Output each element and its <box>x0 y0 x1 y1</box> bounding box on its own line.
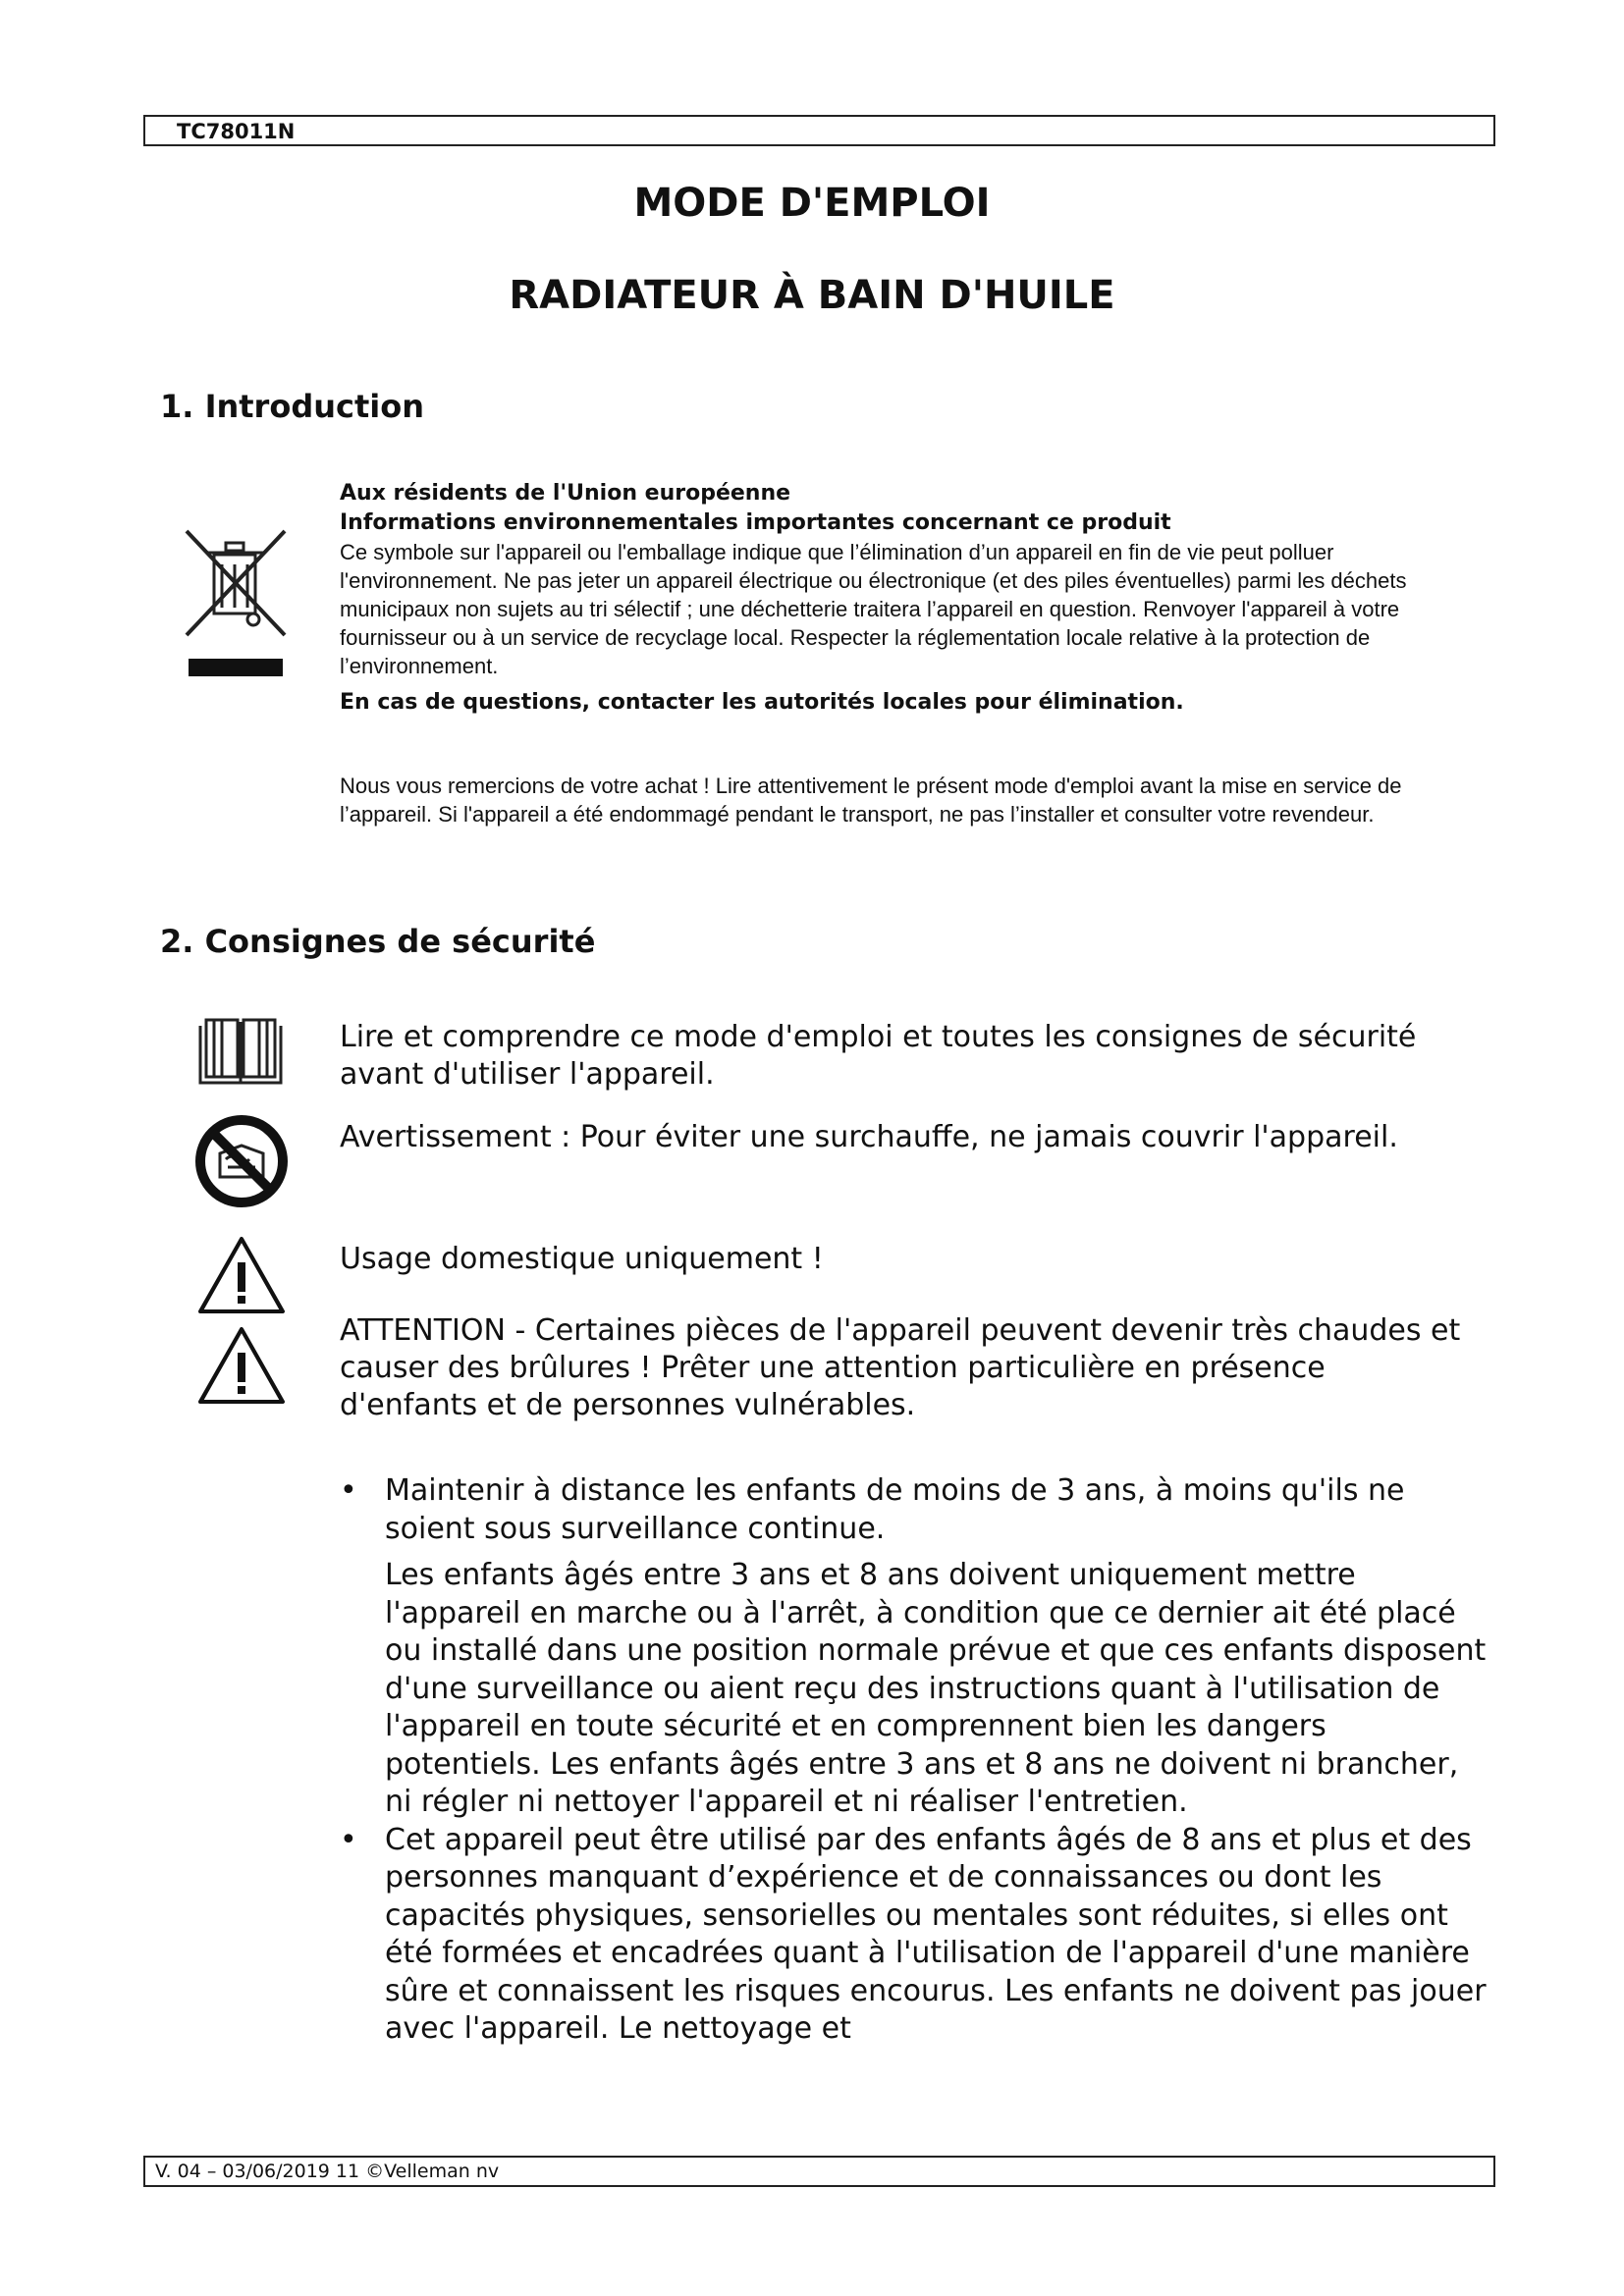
model-number: TC78011N <box>177 120 296 143</box>
safety-read-manual: Lire et comprendre ce mode d'emploi et toutes les consignes de sécurité avant d'utiliser l'appareil. <box>340 1020 1417 1092</box>
weee-body: Ce symbole sur l'appareil ou l'emballage indique que l’élimination d’un appareil en fin de vie peut polluer l'environnement. Ne pas jeter un appareil électrique ou électronique (et des piles éventuelles) parmi les déchets municipaux non sujets au tri sélectif ; une déchetterie traitera l’appareil en question. Renvoyer l'appareil à votre fournisseur ou à un service de recyclage local. Respecter la réglementation locale relative à la protection de l’environnement. <box>340 540 1407 678</box>
manual-icon <box>196 1012 285 1091</box>
intro-paragraph: Nous vous remercions de votre achat ! Lire attentivement le présent mode d'emploi avant la mise en service de l’appareil. Si l'appareil a été endommagé pendant le transport, ne pas l’installer et consulter votre revendeur. <box>340 774 1402 827</box>
safety-bullet-list <box>340 1472 1489 2049</box>
bullet-marker: • <box>340 1473 357 1508</box>
footer-box <box>143 2156 1495 2187</box>
list-item <box>340 1472 1489 1822</box>
do-not-cover-icon <box>194 1114 289 1208</box>
bullet-marker: • <box>340 1822 357 1857</box>
document-subtitle: RADIATEUR À BAIN D'HUILE <box>509 273 1115 318</box>
weee-contact: En cas de questions, contacter les autorités locales pour élimination. <box>340 690 1184 715</box>
warning-icon <box>196 1325 287 1406</box>
footer-text: V. 04 – 03/06/2019 11 ©Velleman nv <box>155 2161 500 2182</box>
list-item <box>340 1822 1489 2049</box>
weee-title-eu: Aux résidents de l'Union européenne <box>340 481 791 506</box>
section-heading-safety: 2. Consignes de sécurité <box>160 923 596 960</box>
bullet-text: Maintenir à distance les enfants de moins de 3 ans, à moins qu'ils ne soient sous surveillance continue. <box>385 1473 1405 1546</box>
warning-icon <box>196 1235 287 1315</box>
section-heading-introduction: 1. Introduction <box>160 388 424 425</box>
safety-do-not-cover: Avertissement : Pour éviter une surchauffe, ne jamais couvrir l'appareil. <box>340 1120 1398 1154</box>
safety-hot-parts: ATTENTION - Certaines pièces de l'appareil peuvent devenir très chaudes et causer des brûlures ! Prêter une attention particulière en présence d'enfants et de personnes vulnérables. <box>340 1313 1461 1422</box>
document-title: MODE D'EMPLOI <box>633 181 991 226</box>
safety-domestic-use: Usage domestique uniquement ! <box>340 1242 824 1276</box>
bullet-text: Cet appareil peut être utilisé par des enfants âgés de 8 ans et plus et des personnes manquant d’expérience et de connaissances ou dont les capacités physiques, sensorielles ou mentales sont réduites, si elles ont été formées et encadrées quant à l'utilisation de l'appareil d'une manière sûre et connaissent les risques encourus. Les enfants ne doivent pas jouer avec l'appareil. Le nettoyage et <box>385 1822 1487 2046</box>
bullet-subtext: Les enfants âgés entre 3 ans et 8 ans doivent uniquement mettre l'appareil en marche ou à l'arrêt, à condition que ce dernier ait été placé ou installé dans une position normale prévue et que ces enfants disposent d'une surveillance ou aient reçu des instructions quant à l'utilisation de l'appareil en toute sécurité et en comprennent bien les dangers potentiels. Les enfants âgés entre 3 ans et 8 ans ne doivent ni brancher, ni régler ni nettoyer l'appareil et ni réaliser l'entretien. <box>385 1558 1487 1819</box>
header-box <box>143 115 1495 146</box>
weee-title-env: Informations environnementales importantes concernant ce produit <box>340 510 1171 535</box>
weee-bin-icon <box>183 525 289 682</box>
weee-notice <box>340 479 1479 718</box>
